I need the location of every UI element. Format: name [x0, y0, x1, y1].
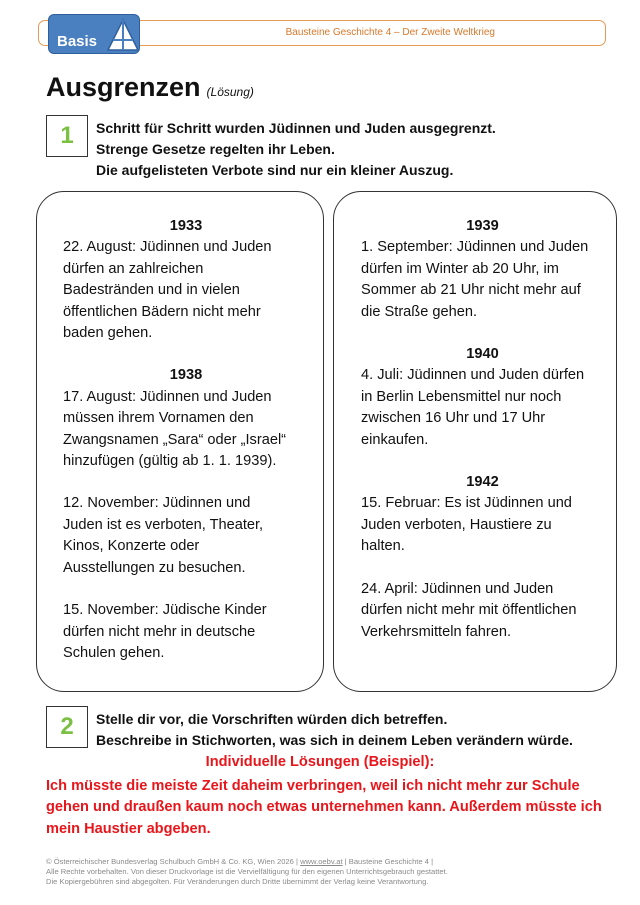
entry-1938-nov-12 [63, 493, 309, 579]
entry-line: Ausstellungen zu besuchen. [63, 559, 246, 576]
year-heading-1933: 1933 [169, 218, 203, 234]
entry-1939-sep-1 [361, 237, 604, 323]
entry-line: 15. November: Jüdische Kinder [63, 602, 267, 619]
entry-line: Zwangsnamen „Sara“ oder „Israel“ [63, 431, 287, 448]
entry-line: Badestränden und in vielen [63, 282, 240, 299]
solution-heading: Individuelle Lösungen (Beispiel): [205, 754, 435, 770]
entry-line: Juden verboten, Haustiere zu [361, 516, 552, 533]
entry-line: 17. August: Jüdinnen und Juden [63, 388, 272, 405]
entry-line: Sommer ab 21 Uhr nicht mehr auf [361, 282, 581, 299]
task-2-line: Stelle dir vor, die Vorschriften würden dich betreffen. [96, 711, 448, 727]
solution-text [46, 776, 606, 840]
series-title: Bausteine Geschichte 4 – Der Zweite Weltkrieg [285, 27, 495, 38]
task-1-line: Strenge Gesetze regelten ihr Leben. [96, 141, 335, 157]
entry-1942-apr-24 [361, 579, 604, 643]
entry-line: 12. November: Jüdinnen und [63, 495, 251, 512]
entry-line: Kinos, Konzerte oder [63, 538, 200, 555]
entry-line: dürfen nicht mehr in deutsche [63, 623, 256, 640]
footer-copyright [46, 857, 448, 887]
task-1-line: Die aufgelisteten Verbote sind nur ein kleiner Auszug. [96, 162, 454, 178]
entry-line: dürfen an zahlreichen [63, 260, 204, 277]
entry-line: Verkehrsmitteln fahren. [361, 623, 512, 640]
task-number-2: 2 [46, 706, 88, 748]
timeline-card-left [36, 191, 324, 692]
entry-line: 4. Juli: Jüdinnen und Juden dürfen [361, 367, 585, 384]
year-heading-1938: 1938 [169, 367, 203, 384]
task-2-line: Beschreibe in Stichworten, was sich in deinem Leben verändern würde. [96, 732, 573, 748]
entry-line: halten. [361, 538, 405, 555]
timeline-card-right [333, 191, 617, 692]
entry-line: hinzufügen (gültig ab 1. 1. 1939). [63, 453, 277, 470]
entry-1938-nov-15 [63, 600, 309, 664]
entry-line: 15. Februar: Es ist Jüdinnen und [361, 495, 572, 512]
entry-line: 1. September: Jüdinnen und Juden [361, 239, 589, 256]
footer-line-3: Die Kopiergebühren sind abgegolten. Für Veränderungen durch Dritte übernimmt der Verlag keine Verantwortung. [46, 877, 429, 886]
page-title-subtitle: (Lösung) [206, 85, 254, 99]
footer-text: | Bausteine Geschichte 4 | [342, 857, 434, 866]
entry-line: dürfen im Winter ab 20 Uhr, im [361, 260, 559, 277]
entry-1942-feb-15 [361, 493, 604, 557]
entry-line: 24. April: Jüdinnen und Juden [361, 580, 554, 597]
task-1-line: Schritt für Schritt wurden Jüdinnen und Juden ausgegrenzt. [96, 120, 496, 136]
entry-line: öffentlichen Bädern nicht mehr [63, 303, 261, 320]
footer-line-1 [46, 857, 448, 867]
entry-line: einkaufen. [361, 431, 429, 448]
entry-line: zwischen 16 Uhr und 17 Uhr [361, 410, 546, 427]
footer-text: © Österreichischer Bundesverlag Schulbuch GmbH & Co. KG, Wien 2026 | [46, 857, 301, 866]
solution-line: gehen und draußen kaum noch etwas unternehmen kann. Außerdem müsste ich [46, 799, 602, 816]
entry-1940-jul-4 [361, 365, 604, 451]
solution-line: mein Haustier abgeben. [46, 820, 211, 837]
entry-line: in Berlin Lebensmittel nur noch [361, 388, 562, 405]
entry-1933-aug-22 [63, 237, 309, 344]
solution-line: Ich müsste die meiste Zeit daheim verbringen, weil ich nicht mehr zur Schule [46, 778, 580, 794]
year-heading-1940: 1940 [466, 346, 499, 363]
task-number-1: 1 [46, 115, 88, 157]
footer-line-2: Alle Rechte vorbehalten. Von dieser Druckvorlage ist die Vervielfältigung für den eigenen Unterrichtsgebrauch gestattet. [46, 867, 448, 876]
task-1-instructions [96, 118, 496, 181]
triangle-logo-icon [107, 18, 139, 52]
logo-text: Basis [57, 33, 98, 50]
entry-line: baden gehen. [63, 325, 153, 342]
entry-line: müssen ihrem Vornamen den [63, 410, 254, 427]
entry-line: 22. August: Jüdinnen und Juden [63, 239, 272, 256]
page-title [46, 72, 254, 103]
basis-logo [48, 14, 140, 54]
task-2-instructions [96, 709, 573, 751]
entry-line: Schulen gehen. [63, 644, 165, 661]
page-title-main: Ausgrenzen [46, 72, 201, 102]
entry-1938-aug-17 [63, 387, 309, 473]
entry-line: die Straße gehen. [361, 303, 478, 320]
publisher-link[interactable]: www.oebv.at [300, 857, 343, 866]
year-heading-1942: 1942 [466, 474, 499, 491]
entry-line: dürfen nicht mehr mit öffentlichen [361, 602, 577, 619]
year-heading-1939: 1939 [466, 218, 499, 234]
entry-line: Juden ist es verboten, Theater, [63, 516, 264, 533]
